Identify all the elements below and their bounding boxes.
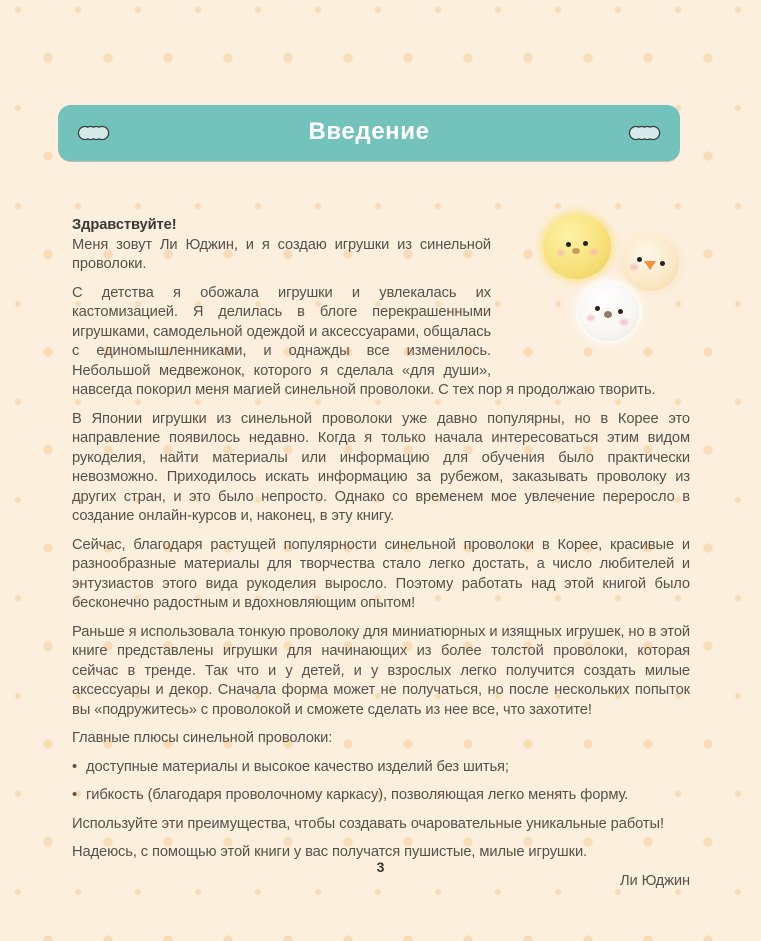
chick-beak bbox=[644, 261, 656, 270]
white-puppy-toy bbox=[578, 282, 639, 341]
chick-cheek bbox=[557, 250, 565, 256]
advantage-bullet-text: гибкость (благодаря проволочному каркасу), позволяющая легко менять форму. bbox=[86, 787, 629, 803]
greeting-line: Меня зовут Ли Юджин, и я создаю игрушки из синельной проволоки. bbox=[72, 236, 491, 272]
puppy-eye bbox=[595, 306, 600, 311]
page-number: 3 bbox=[376, 859, 385, 875]
intro-paragraph: Сейчас, благодаря растущей популярности синельной проволоки в Корее, красивые и разнообразные материалы для творчества стало легко достать, а число любителей и энтузиастов этого вида рукоделия выросло. Поэтому работать над этой книгой было бесконечно радостным и вдохновляющим опытом! bbox=[72, 536, 690, 611]
intro-paragraph: Раньше я использовала тонкую проволоку для миниатюрных и изящных игрушек, но в этой книге представлены игрушки для начинающих из более толстой проволоки, которая сейчас в тренде. Так что и у детей, и у взрослых легко получится создать милые аксессуары и декор. Сначала форма может не получаться, но после нескольких попыток вы «подружитесь» с проволокой и сможете сделать из нее все, что захотите! bbox=[72, 623, 690, 718]
chapter-banner bbox=[58, 105, 680, 161]
intro-paragraph: С детства я обожала игрушки и увлекалась их кастомизацией. Я делилась в блоге перекрашенными игрушками, самодельной одеждой и аксессуарами, общалась с единомышленниками, и однажды все изменилось. Небольшой медвежонок, которого я сделала «для души», навсегда покорил меня магией синельной проволоки. С тех пор я продолжаю творить. bbox=[72, 284, 656, 398]
chick-beak bbox=[572, 248, 580, 254]
yellow-chick-toy bbox=[543, 214, 611, 279]
page-title: Введение bbox=[308, 118, 430, 146]
bullet-icon: • bbox=[72, 787, 78, 803]
chick-eye bbox=[583, 241, 588, 246]
author-signature: Ли Юджин bbox=[619, 872, 690, 889]
advantage-bullet bbox=[72, 786, 690, 806]
advantages-intro: Главные плюсы синельной проволоки: bbox=[72, 730, 333, 746]
chick-eye bbox=[637, 257, 642, 262]
introduction-text bbox=[72, 216, 690, 900]
advantage-bullet bbox=[72, 758, 690, 778]
pompom-toys-photo bbox=[505, 210, 690, 356]
closing-paragraph: Используйте эти преимущества, чтобы создавать очаровательные уникальные работы! bbox=[72, 815, 664, 832]
intro-paragraph: В Японии игрушки из синельной проволоки уже давно популярны, но в Корее это направление появилось недавно. Когда я только начала интересоваться этим видом рукоделия, найти материалы или информацию для обучения было практически невозможно. Приходилось искать информацию за рубежом, заказывать проволоку из других стран, и это было непросто. Однако со временем мое увлечение переросло в создание онлайн-курсов и, наконец, в эту книгу. bbox=[72, 410, 690, 524]
chick-cheek bbox=[590, 249, 598, 255]
puppy-nose bbox=[604, 311, 612, 318]
puppy-eye bbox=[618, 309, 623, 314]
chick-eye bbox=[660, 261, 665, 266]
cream-chick-toy bbox=[622, 236, 679, 291]
chick-eye bbox=[566, 242, 571, 247]
puppy-cheek bbox=[620, 319, 628, 325]
greeting-heading: Здравствуйте! bbox=[72, 217, 177, 233]
puppy-cheek bbox=[587, 315, 595, 321]
bullet-icon: • bbox=[72, 758, 78, 775]
chick-cheek bbox=[630, 264, 638, 270]
advantage-bullet-text: доступные материалы и высокое качество изделий без шитья; bbox=[86, 758, 509, 775]
closing-paragraph: Надеюсь, с помощью этой книги у вас получатся пушистые, милые игрушки. bbox=[72, 844, 588, 860]
